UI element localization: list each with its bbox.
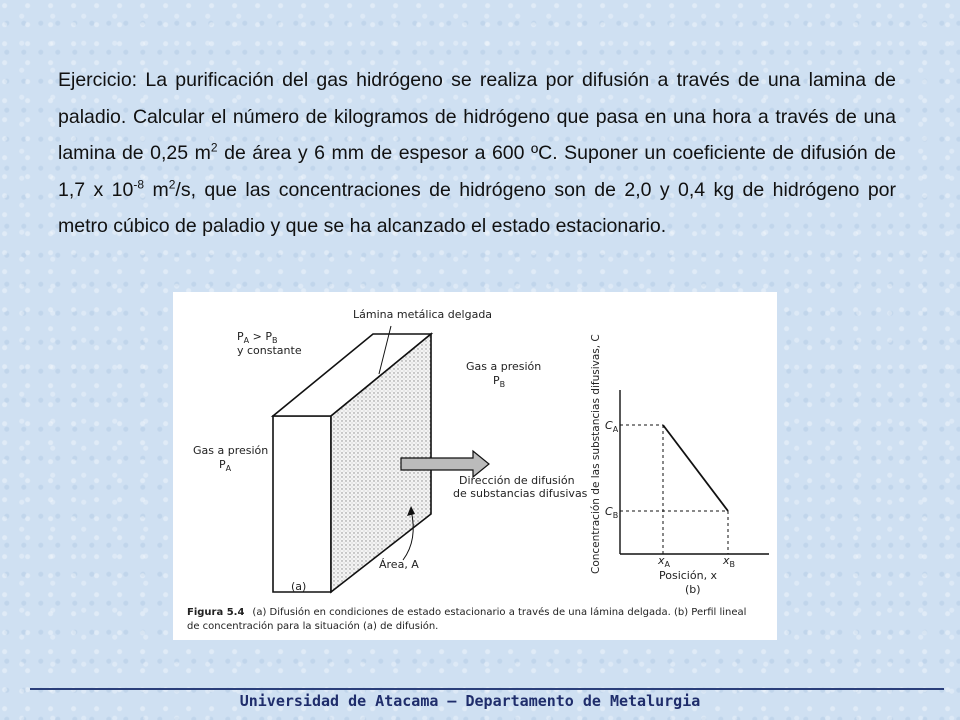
concentration-profile-line — [663, 425, 728, 511]
chart-x-axis-label: Posición, x — [659, 569, 718, 582]
exercise-text — [58, 62, 896, 245]
label-direccion-2: de substancias difusivas — [453, 487, 588, 500]
label-pa: $P_A$ — [219, 458, 232, 473]
figure-drawing — [173, 292, 777, 640]
label-direccion-1: Dirección de difusión — [459, 474, 575, 487]
label-area: Área, A — [379, 558, 419, 571]
label-pa-gt-pb: $P_A > P_B$ — [237, 330, 278, 345]
label-lamina: Lámina metálica delgada — [353, 308, 493, 321]
exercise-part-3: m — [144, 178, 169, 201]
footer-text: Universidad de Atacama – Departamento de Metalurgia — [239, 692, 701, 710]
label-b: (b) — [685, 583, 701, 596]
superscript-m2-a: 2 — [210, 140, 218, 155]
exercise-part-2: de área y 6 mm de espesor a 600 ºC. Suponer un coeficiente de difusión de 1,7 x 10 — [58, 142, 896, 201]
tick-xb: $x_B$ — [723, 554, 736, 569]
diffusion-figure — [173, 292, 777, 640]
exercise-part-1: Ejercicio: La purificación del gas hidrógeno se realiza por difusión a través de una lamina de paladio. Calcular el número de kilogramos de hidrógeno que pasa en una hora a través de una lamina de 0,25 m — [58, 69, 896, 164]
exercise-part-4: /s, que las concentraciones de hidrógeno son de 2,0 y 0,4 kg de hidrógeno por metro cúbico de paladio y que se ha alcanzado el estado estacionario. — [58, 178, 897, 237]
label-pb: $P_B$ — [493, 374, 506, 389]
slab-front-face — [273, 416, 331, 592]
label-a: (a) — [291, 580, 307, 593]
label-gas-b: Gas a presión — [466, 360, 542, 373]
label-gas-a: Gas a presión — [193, 444, 269, 457]
tick-cb: $C_B$ — [605, 505, 619, 520]
superscript-exponent: -8 — [133, 177, 145, 191]
tick-ca: $C_A$ — [605, 419, 619, 434]
figure-caption-line-2: de concentración para la situación (a) de difusión. — [187, 621, 439, 632]
tick-xa: $x_A$ — [658, 554, 670, 569]
chart-y-axis-label: Concentración de las substancias difusivas, C — [590, 334, 602, 574]
figure-caption-line-1: Figura 5.4 (a) Difusión en condiciones de estado estacionario a través de una lámina delgada. (b) Perfil lineal — [187, 607, 747, 618]
superscript-m2-b: 2 — [168, 177, 176, 191]
footer-divider — [30, 688, 944, 690]
label-constante: y constante — [237, 344, 302, 357]
